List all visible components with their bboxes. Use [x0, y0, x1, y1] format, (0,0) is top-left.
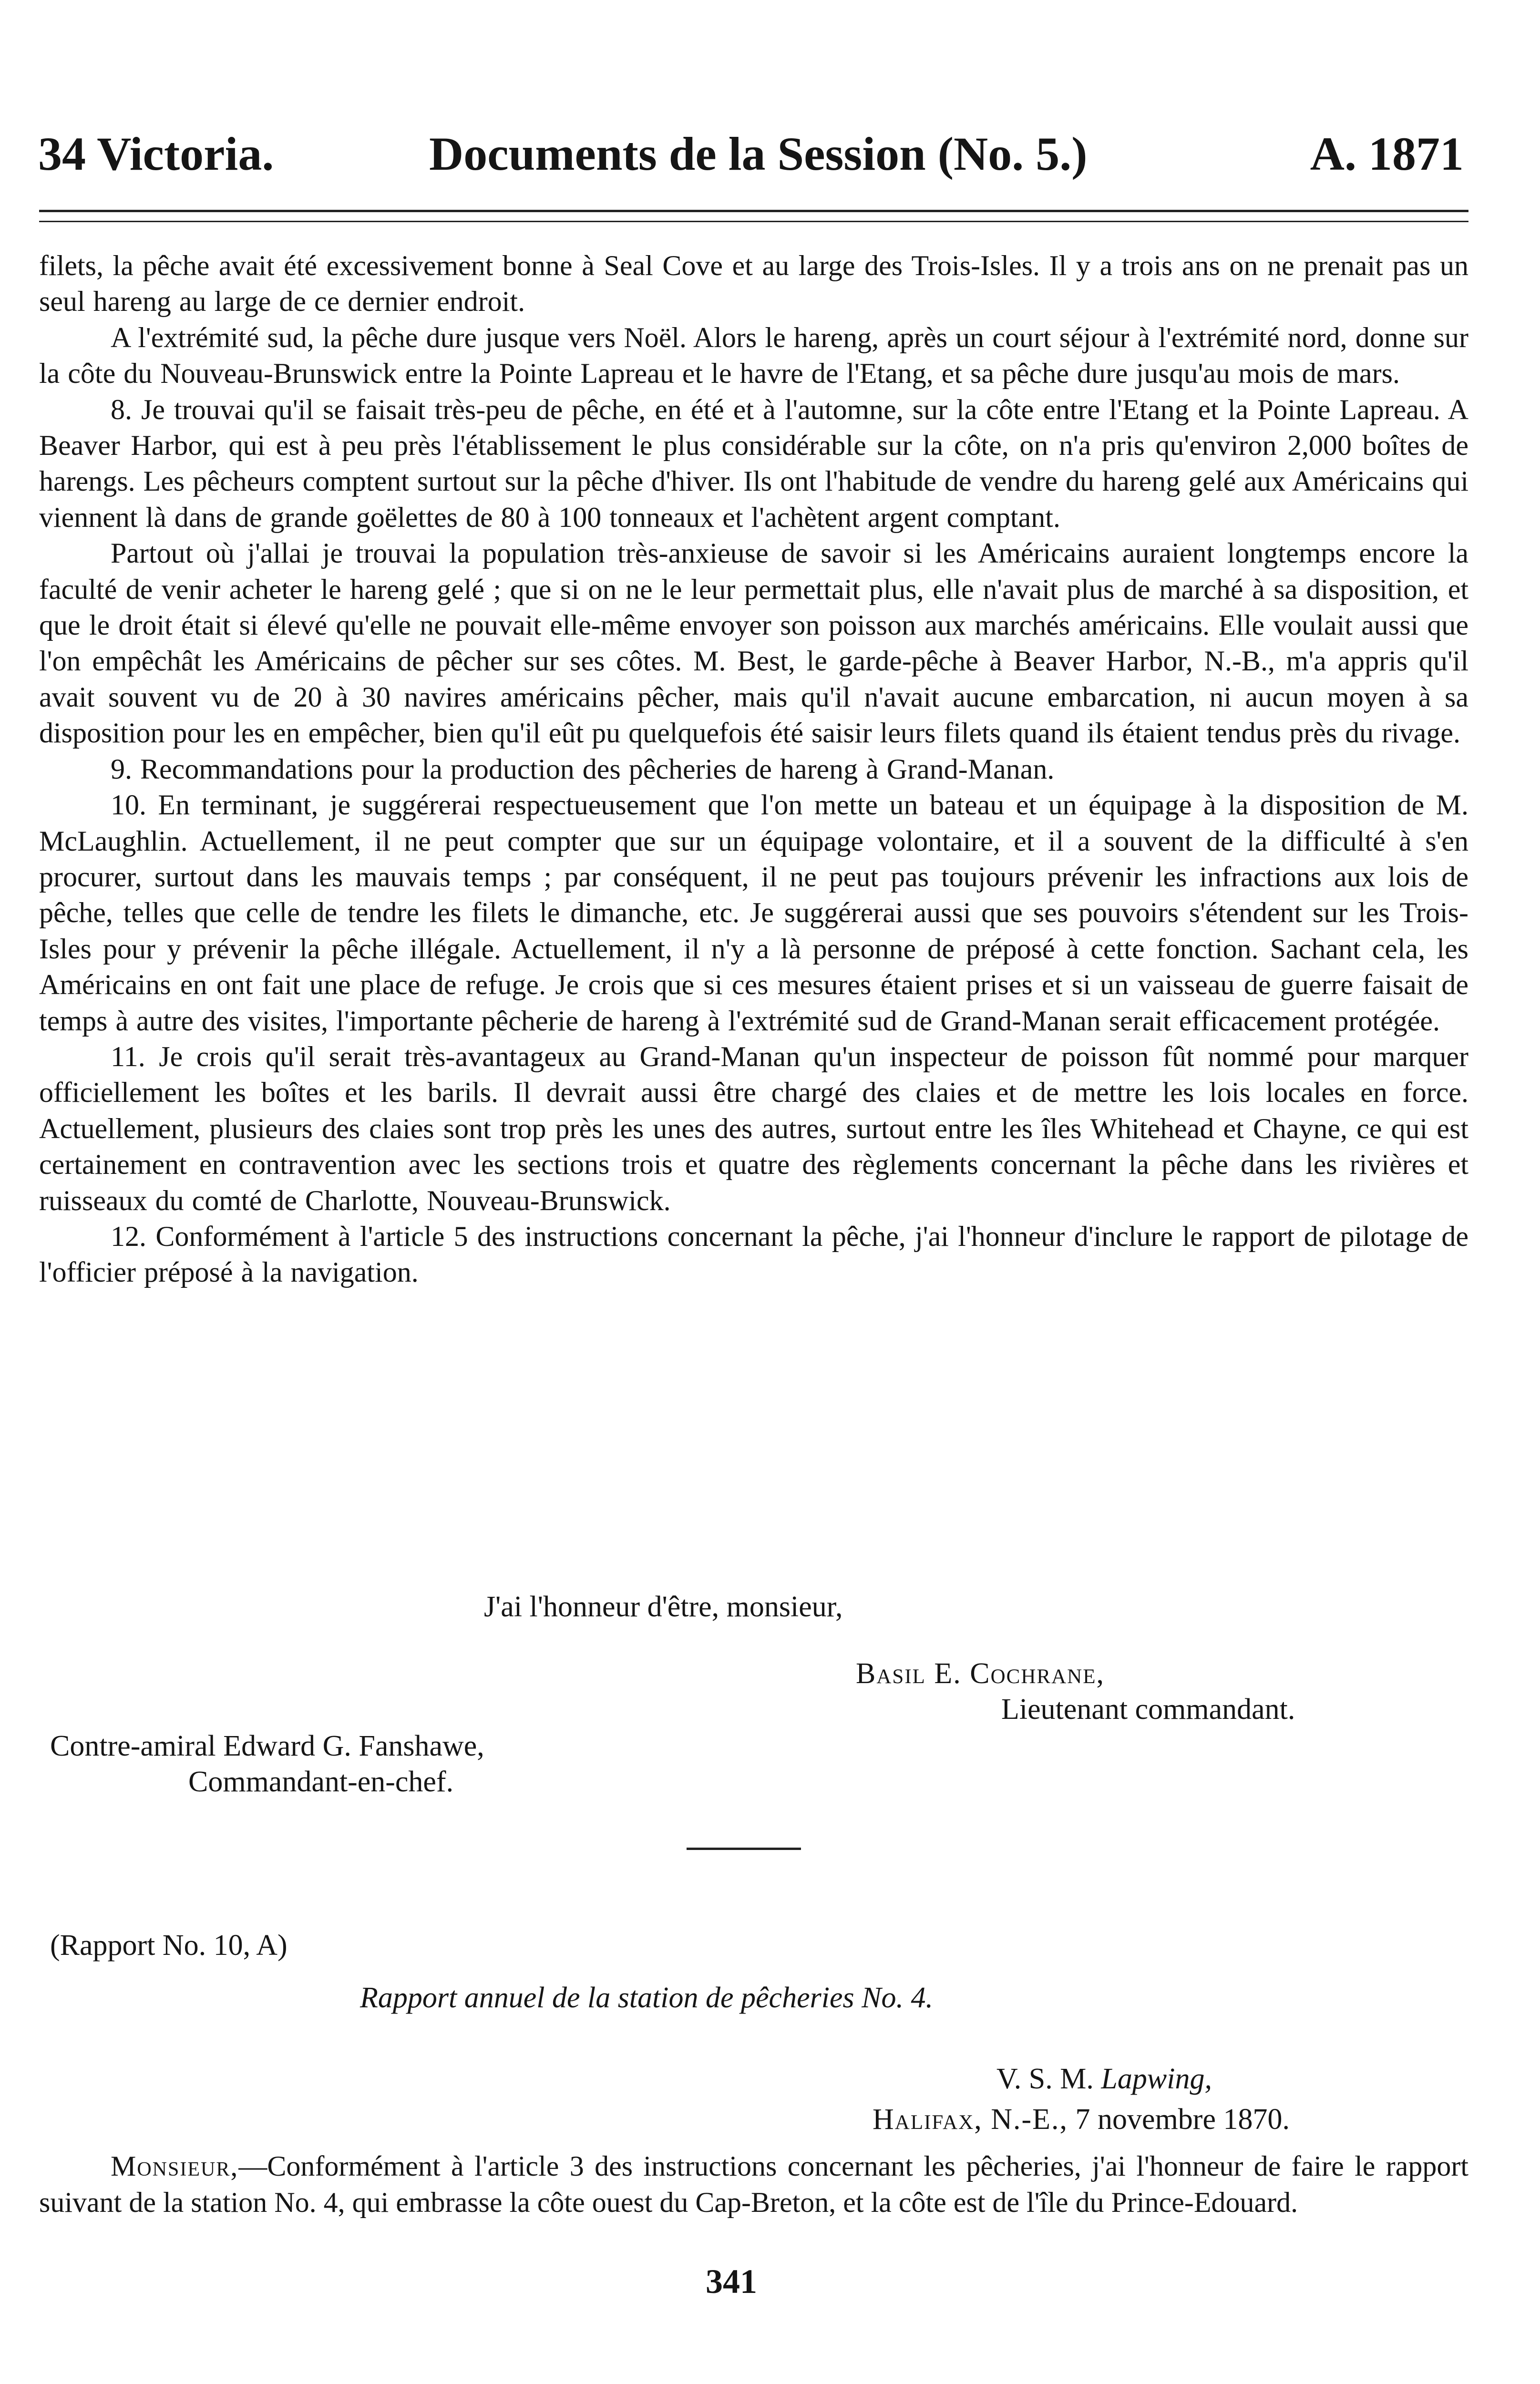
paragraph-8: 8. Je trouvai qu'il se faisait très-peu de pêche, en été et à l'automne, sur la côte entre l'Etang et la Pointe Lapreau. A Beaver Harbor, qui est à peu près l'établissement le plus considérable sur la côte, on n'a pris qu'environ 2,000 boîtes de harengs. Les pêcheurs comptent surtout sur la pêche d'hiver. Ils ont l'habitude de vendre du hareng gelé aux Américains qui viennent là dans de grande goëlettes de 80 à 100 tonneaux et l'achètent argent comptant. — [39, 393, 1468, 533]
paragraph-11: 11. Je crois qu'il serait très-avantageux au Grand-Manan qu'un inspecteur de poisson fût nommé pour marquer officiellement les boîtes et les barils. Il devrait aussi être chargé des claies et de mettre les lois locales en force. Actuellement, plusieurs des claies sont trop près les unes des autres, surtout entre les îles Whitehead et Chayne, ce qui est certainement en contravention avec les sections trois et quatre des règlements concernant la pêche dans les rivières et ruisseaux du comté de Charlotte, Nouveau-Brunswick. — [39, 1040, 1468, 1216]
salutation: Monsieur, — [111, 2150, 239, 2182]
paragraph-continued: filets, la pêche avait été excessivement bonne à Seal Cove et au large des Trois-Isles. Il y a trois ans on ne prenait pas un seul hareng au large de ce dernier endroit. — [39, 250, 1468, 318]
header-rule-top — [39, 210, 1468, 212]
addressee-name: Contre-amiral Edward G. Fanshawe, — [50, 1730, 484, 1762]
section-separator — [687, 1848, 801, 1850]
report-title: Rapport annuel de la station de pêcheries No. 4. — [360, 1982, 933, 2014]
signature-name: Basil E. Cochrane, — [856, 1657, 1105, 1690]
ship-name: Lapwing, — [1101, 2063, 1212, 2095]
addressee-block — [50, 1728, 484, 1800]
closing-formula: J'ai l'honneur d'être, monsieur, — [484, 1591, 843, 1623]
report-reference: (Rapport No. 10, A) — [50, 1929, 287, 1962]
paragraph-9: 9. Recommandations pour la production des pêcheries de hareng à Grand-Manan. — [111, 753, 1055, 785]
paragraph-10: 10. En terminant, je suggérerai respectueusement que l'on mette un bateau et un équipage à la disposition de M. McLaughlin. Actuellement, il ne peut compter que sur un équipage volontaire, et il a souvent de la difficulté à s'en procurer, surtout dans les mauvais temps ; par conséquent, il ne peut pas toujours prévenir les infractions aux lois de pêche, telles que celle de tendre les filets le dimanche, etc. Je suggérerai aussi que ses pouvoirs s'étendent sur les Trois-Isles pour y prévenir la pêche illégale. Actuellement, il n'y a là personne de préposé à cette fonction. Sachant cela, les Américains en ont fait une place de refuge. Je crois que si ces mesures étaient prises et si un vaisseau de guerre faisait de temps à autre des visites, l'importante pêcherie de hareng à l'extrémité sud de Grand-Manan serait efficacement protégée. — [39, 789, 1468, 1037]
addressee-title: Commandant-en-chef. — [188, 1766, 454, 1798]
body-text — [39, 248, 1468, 1291]
running-header — [38, 123, 1468, 185]
date: 7 novembre 1870. — [1075, 2103, 1290, 2136]
header-title: Documents de la Session (No. 5.) — [429, 127, 1088, 180]
ship-line — [996, 2060, 1212, 2098]
paragraph: A l'extrémité sud, la pêche dure jusque vers Noël. Alors le hareng, après un court séjour à l'extrémité nord, donne sur la côte du Nouveau-Brunswick entre la Pointe Lapreau et le havre de l'Etang, et sa pêche dure jusqu'au mois de mars. — [39, 321, 1468, 390]
signature-title: Lieutenant commandant. — [1001, 1693, 1295, 1726]
header-rule-bottom — [39, 221, 1468, 222]
header-year: A. 1871 — [1310, 127, 1464, 180]
letter-opening — [39, 2148, 1468, 2220]
header-volume: 34 Victoria. — [38, 127, 274, 180]
place-date-line — [873, 2100, 1290, 2138]
letter-paragraph — [39, 2148, 1468, 2220]
page-number: 341 — [706, 2262, 757, 2301]
place: Halifax, N.-E., — [873, 2103, 1068, 2136]
paragraph-12: 12. Conformément à l'article 5 des instructions concernant la pêche, j'ai l'honneur d'inclure le rapport de pilotage de l'officier préposé à la navigation. — [39, 1220, 1468, 1288]
paragraph: Partout où j'allai je trouvai la population très-anxieuse de savoir si les Américains auraient longtemps encore la faculté de venir acheter le hareng gelé ; que si on ne le leur permettait plus, elle n'avait plus de marché à sa disposition, et que le droit était si élevé qu'elle ne pouvait elle-même envoyer son poisson aux marchés américains. Elle voulait aussi que l'on empêchât les Américains de pêcher sur ses côtes. M. Best, le garde-pêche à Beaver Harbor, N.-B., m'a appris qu'il avait souvent vu de 20 à 30 navires américains pêcher, mais qu'il n'avait aucune embarcation, ni aucun moyen à sa disposition pour les en empêcher, bien qu'il eût pu quelquefois été saisir leurs filets quand ils étaient tendus près du rivage. — [39, 537, 1468, 749]
letter-opening-text: —Conformément à l'article 3 des instructions concernant les pêcheries, j'ai l'honneur de faire le rapport suivant de la station No. 4, qui embrasse la côte ouest du Cap-Breton, et la côte est de l'île du Prince-Edouard. — [39, 2150, 1468, 2218]
ship-prefix: V. S. M. — [996, 2063, 1094, 2095]
